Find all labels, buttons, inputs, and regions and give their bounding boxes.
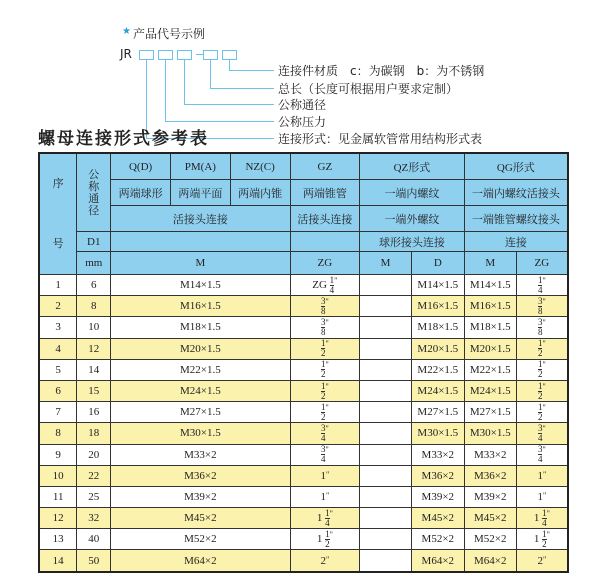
star-icon: ★	[122, 26, 131, 37]
zg-fraction: $\frac{3}{8}$	[537, 316, 543, 337]
row-qz-d: M36×2	[411, 465, 464, 486]
inch-mark: "	[329, 508, 333, 518]
header-m: M	[111, 252, 290, 275]
row-no: 12	[39, 508, 77, 529]
row-qz-d: M45×2	[411, 508, 464, 529]
table-row	[39, 529, 568, 550]
header-live-joint: 活接头连接	[111, 206, 290, 232]
inch-mark: "	[546, 529, 550, 539]
row-qz-d: M16×1.5	[411, 296, 464, 317]
zg-fraction: $\frac{3}{4}$	[320, 422, 326, 443]
inch-mark: "	[325, 360, 329, 370]
inch-mark: "	[325, 339, 329, 349]
row-qg-m: M36×2	[464, 465, 516, 486]
zg-fraction: $\frac{3}{4}$	[537, 444, 543, 465]
row-zg	[290, 338, 360, 359]
row-qg-m: M30×1.5	[464, 423, 516, 444]
row-qg-m: M52×2	[464, 529, 516, 550]
row-m: M16×1.5	[111, 296, 290, 317]
row-no: 3	[39, 317, 77, 338]
table-row	[39, 380, 568, 401]
inch-mark: "	[325, 402, 329, 412]
row-qg-m: M33×2	[464, 444, 516, 465]
row-qg-zg	[516, 402, 568, 423]
row-no: 10	[39, 465, 77, 486]
header-qg: QG形式	[464, 153, 568, 180]
row-qz-m	[360, 550, 412, 572]
zg-whole: 1	[533, 532, 543, 545]
legend-length: 总长（长度可根据用户要求定制）	[278, 82, 459, 96]
header-pm-desc: 两端平面	[170, 180, 230, 206]
zg-fraction: $\frac{1}{2}$	[537, 380, 543, 401]
inch-mark: "	[325, 490, 330, 500]
row-qz-d: M18×1.5	[411, 317, 464, 338]
zg-fraction: $\frac{1}{2}$	[320, 338, 326, 359]
product-code-legend	[0, 0, 600, 140]
row-m: M14×1.5	[111, 275, 290, 296]
zg-fraction: $\frac{1}{4}$	[537, 274, 543, 295]
inch-mark: "	[542, 423, 546, 433]
header-qz-d: D	[411, 252, 464, 275]
inch-mark: "	[325, 381, 329, 391]
row-no: 5	[39, 359, 77, 380]
table-row	[39, 402, 568, 423]
inch-mark: "	[542, 360, 546, 370]
row-m: M24×1.5	[111, 380, 290, 401]
legend-material: 连接件材质 c：为碳钢 b：为不锈钢	[278, 64, 485, 78]
inch-mark: "	[542, 402, 546, 412]
header-qz-m: M	[360, 252, 412, 275]
zg-fraction: $\frac{1}{4}$	[325, 507, 330, 528]
header-qg-joint: 一端锥管螺纹接头	[464, 206, 568, 232]
row-qg-zg	[516, 380, 568, 401]
zg-fraction: $\frac{3}{8}$	[320, 316, 326, 337]
row-dn: 14	[77, 359, 111, 380]
row-qg-zg	[516, 275, 568, 296]
row-qg-zg	[516, 550, 568, 572]
row-no: 1	[39, 275, 77, 296]
row-m: M45×2	[111, 508, 290, 529]
row-zg	[290, 486, 360, 507]
header-gz-desc: 两端锥管	[290, 180, 360, 206]
zg-whole: 1	[537, 469, 543, 482]
row-qg-m: M14×1.5	[464, 275, 516, 296]
table-row	[39, 465, 568, 486]
zg-fraction: $\frac{3}{4}$	[537, 422, 543, 443]
table-row	[39, 359, 568, 380]
row-zg	[290, 423, 360, 444]
header-qg-zg: ZG	[516, 252, 568, 275]
row-no: 6	[39, 380, 77, 401]
code-box-diameter	[177, 50, 192, 60]
row-qg-m: M20×1.5	[464, 338, 516, 359]
legend-pressure: 公称压力	[278, 115, 327, 129]
table-row	[39, 486, 568, 507]
row-m: M27×1.5	[111, 402, 290, 423]
header-gz-joint: 活接头连接	[290, 206, 360, 232]
row-no: 14	[39, 550, 77, 572]
row-qz-m	[360, 444, 412, 465]
legend-connection: 连接形式：见金属软管常用结构形式表	[278, 132, 483, 146]
row-qz-m	[360, 275, 412, 296]
row-no: 8	[39, 423, 77, 444]
row-qz-m	[360, 529, 412, 550]
zg-whole: 2	[320, 554, 326, 567]
table-title: 螺母连接形式参考表	[38, 129, 209, 149]
row-qz-d: M27×1.5	[411, 402, 464, 423]
header-mm: mm	[77, 252, 111, 275]
row-qz-d: M24×1.5	[411, 380, 464, 401]
header-dn: 公称通径	[77, 153, 111, 232]
inch-mark: "	[325, 296, 329, 306]
row-dn: 22	[77, 465, 111, 486]
header-zg: ZG	[290, 252, 360, 275]
header-qz-ball: 球形接头连接	[360, 232, 465, 252]
table-row	[39, 317, 568, 338]
zg-fraction: $\frac{3}{4}$	[320, 444, 326, 465]
row-dn: 6	[77, 275, 111, 296]
inch-mark: "	[542, 469, 547, 479]
header-qg-conn: 连接	[464, 232, 568, 252]
row-qz-m	[360, 508, 412, 529]
row-dn: 12	[77, 338, 111, 359]
row-dn: 25	[77, 486, 111, 507]
row-m: M64×2	[111, 550, 290, 572]
row-zg	[290, 402, 360, 423]
table-row	[39, 508, 568, 529]
table-row	[39, 275, 568, 296]
row-qg-zg	[516, 508, 568, 529]
row-qz-m	[360, 296, 412, 317]
inch-mark: "	[542, 317, 546, 327]
zg-whole: 2	[537, 554, 543, 567]
row-qz-m	[360, 359, 412, 380]
row-qz-m	[360, 423, 412, 444]
row-qz-d: M14×1.5	[411, 275, 464, 296]
code-box-connection	[139, 50, 154, 60]
row-zg	[290, 444, 360, 465]
inch-mark: "	[325, 317, 329, 327]
row-zg	[290, 359, 360, 380]
row-zg	[290, 317, 360, 338]
row-qg-zg	[516, 444, 568, 465]
row-dn: 8	[77, 296, 111, 317]
row-zg	[290, 465, 360, 486]
inch-mark: "	[325, 423, 329, 433]
inch-mark: "	[325, 554, 330, 564]
header-seq: 序号	[39, 153, 77, 275]
row-dn: 20	[77, 444, 111, 465]
row-dn: 50	[77, 550, 111, 572]
row-m: M30×1.5	[111, 423, 290, 444]
row-qg-m: M39×2	[464, 486, 516, 507]
row-qg-zg	[516, 486, 568, 507]
row-qg-zg	[516, 296, 568, 317]
zg-fraction: $\frac{3}{8}$	[537, 295, 543, 316]
row-m: M22×1.5	[111, 359, 290, 380]
zg-fraction: $\frac{1}{2}$	[537, 338, 543, 359]
nut-connection-table	[38, 152, 569, 573]
row-no: 11	[39, 486, 77, 507]
zg-whole: 1	[533, 511, 543, 524]
inch-mark: "	[542, 554, 547, 564]
table-row	[39, 444, 568, 465]
inch-mark: "	[542, 275, 546, 285]
code-box-material	[222, 50, 237, 60]
row-no: 2	[39, 296, 77, 317]
inch-mark: "	[542, 381, 546, 391]
row-m: M33×2	[111, 444, 290, 465]
row-no: 13	[39, 529, 77, 550]
zg-fraction: $\frac{1}{2}$	[320, 401, 326, 422]
zg-prefix: ZG	[312, 278, 330, 291]
table-row	[39, 423, 568, 444]
row-zg	[290, 550, 360, 572]
table-row	[39, 550, 568, 572]
zg-fraction: $\frac{1}{2}$	[537, 401, 543, 422]
zg-whole: 1	[316, 511, 326, 524]
zg-fraction: $\frac{1}{2}$	[320, 380, 326, 401]
row-dn: 10	[77, 317, 111, 338]
row-m: M39×2	[111, 486, 290, 507]
row-m: M36×2	[111, 465, 290, 486]
header-pm: PM(A)	[170, 153, 230, 180]
inch-mark: "	[325, 469, 330, 479]
row-qg-zg	[516, 465, 568, 486]
zg-fraction: $\frac{3}{8}$	[320, 295, 326, 316]
header-qg-desc: 一端内螺纹活接头	[464, 180, 568, 206]
zg-fraction: $\frac{1}{2}$	[325, 528, 330, 549]
row-qg-zg	[516, 317, 568, 338]
row-dn: 16	[77, 402, 111, 423]
row-qz-d: M64×2	[411, 550, 464, 572]
row-no: 9	[39, 444, 77, 465]
header-nz: NZ(C)	[230, 153, 290, 180]
row-qz-m	[360, 317, 412, 338]
zg-whole: 1	[320, 469, 326, 482]
inch-mark: "	[329, 529, 333, 539]
header-q-desc: 两端球形	[111, 180, 171, 206]
row-zg	[290, 508, 360, 529]
row-qg-zg	[516, 338, 568, 359]
inch-mark: "	[542, 490, 547, 500]
code-prefix: JR	[120, 47, 132, 61]
row-qg-m: M64×2	[464, 550, 516, 572]
inch-mark: "	[546, 508, 550, 518]
header-qg-m: M	[464, 252, 516, 275]
header-nz-desc: 两端内锥	[230, 180, 290, 206]
row-qg-zg	[516, 359, 568, 380]
row-zg	[290, 275, 360, 296]
row-qg-m: M24×1.5	[464, 380, 516, 401]
header-d1: D1	[77, 232, 111, 252]
row-m: M18×1.5	[111, 317, 290, 338]
row-qz-m	[360, 402, 412, 423]
inch-mark: "	[542, 339, 546, 349]
row-qg-m: M22×1.5	[464, 359, 516, 380]
zg-fraction: $\frac{1}{2}$	[542, 528, 547, 549]
row-qz-m	[360, 465, 412, 486]
header-qz-joint: 一端外螺纹	[360, 206, 465, 232]
row-qz-d: M52×2	[411, 529, 464, 550]
row-zg	[290, 529, 360, 550]
inch-mark: "	[542, 296, 546, 306]
row-m: M20×1.5	[111, 338, 290, 359]
zg-whole: 1	[537, 490, 543, 503]
row-qz-d: M20×1.5	[411, 338, 464, 359]
zg-whole: 1	[316, 532, 326, 545]
legend-title: 产品代号示例	[133, 27, 206, 41]
table-row	[39, 296, 568, 317]
row-no: 7	[39, 402, 77, 423]
header-gz: GZ	[290, 153, 360, 180]
zg-fraction: $\frac{1}{2}$	[537, 359, 543, 380]
row-qg-zg	[516, 423, 568, 444]
row-qz-m	[360, 338, 412, 359]
row-qz-d: M33×2	[411, 444, 464, 465]
row-m: M52×2	[111, 529, 290, 550]
code-box-length	[203, 50, 218, 60]
zg-fraction: $\frac{1}{2}$	[320, 359, 326, 380]
inch-mark: "	[325, 445, 329, 455]
row-qg-m: M16×1.5	[464, 296, 516, 317]
row-qg-zg	[516, 529, 568, 550]
row-qg-m: M18×1.5	[464, 317, 516, 338]
row-dn: 32	[77, 508, 111, 529]
row-qz-m	[360, 380, 412, 401]
row-dn: 40	[77, 529, 111, 550]
table-row	[39, 338, 568, 359]
inch-mark: "	[542, 445, 546, 455]
row-qg-m: M45×2	[464, 508, 516, 529]
header-qz: QZ形式	[360, 153, 465, 180]
row-qz-d: M30×1.5	[411, 423, 464, 444]
row-dn: 15	[77, 380, 111, 401]
zg-fraction: $\frac{1}{4}$	[329, 274, 335, 295]
header-q: Q(D)	[111, 153, 171, 180]
zg-fraction: $\frac{1}{4}$	[542, 507, 547, 528]
legend-diameter: 公称通径	[278, 98, 327, 112]
inch-mark: "	[334, 275, 338, 285]
row-qz-d: M22×1.5	[411, 359, 464, 380]
row-no: 4	[39, 338, 77, 359]
row-zg	[290, 296, 360, 317]
row-zg	[290, 380, 360, 401]
row-qz-m	[360, 486, 412, 507]
row-dn: 18	[77, 423, 111, 444]
zg-whole: 1	[320, 490, 326, 503]
header-qz-desc: 一端内螺纹	[360, 180, 465, 206]
row-qz-d: M39×2	[411, 486, 464, 507]
code-box-pressure	[158, 50, 173, 60]
row-qg-m: M27×1.5	[464, 402, 516, 423]
